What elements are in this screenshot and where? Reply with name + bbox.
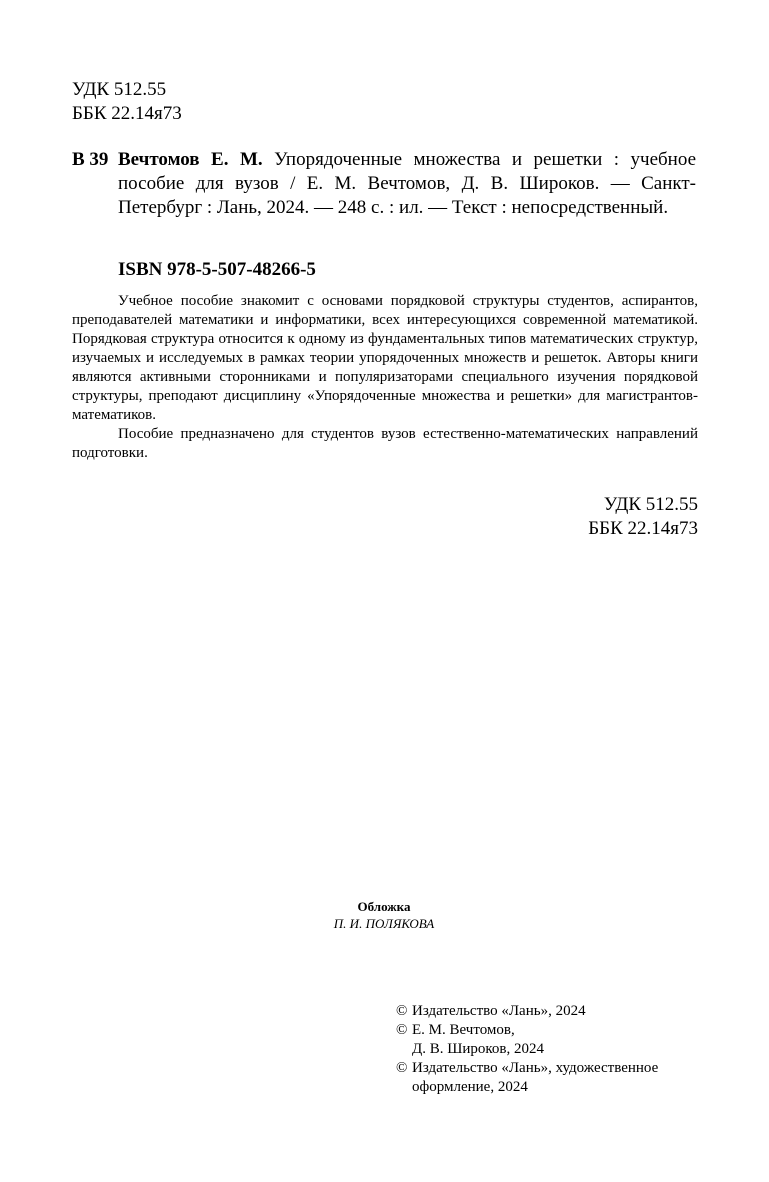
cover-label: Обложка [357,899,411,914]
copyright-text: Е. М. Вечтомов, [412,1022,515,1038]
author-sign: В 39 [72,149,109,170]
bibliographic-description: Упорядоченные множества и решетки : учебное пособие для вузов / Е. М. Вечтомов, Д. В. Широков. — Санкт-Петербург : Лань, 2024. — 248 с. : ил. — Текст : непосредственный. [118,149,696,218]
udk-bbk-classification [500,493,698,541]
copyright-symbol: © [396,1060,408,1076]
copyright-block [396,1002,658,1097]
abstract [72,292,698,463]
copyright-text: Издательство «Лань», 2024 [412,1003,586,1019]
bibliographic-record [118,148,696,220]
abstract-paragraph-1: Учебное пособие знакомит с основами порядковой структуры студентов, аспирантов, преподавателей математики и информатики, всех интересующихся современной математикой. Порядковая структура относится к одному из фундаментальных типов математических структур, изучаемых и исследуемых в рамках теории упорядоченных множеств и решеток. Авторы книги являются активными сторонниками и популяризаторами специального изучения порядковой структуры, преподают дисциплину «Упорядоченные множества и решетки» для магистрантов-математиков. [72,293,698,423]
cover-credit [284,898,484,932]
isbn: ISBN 978-5-507-48266-5 [118,259,316,280]
udk-bbk-header [72,78,182,126]
copyright-line [396,1059,658,1078]
author-name: Вечтомов Е. М. [118,149,263,170]
copyright-line [396,1002,658,1021]
cover-designer: П. И. ПОЛЯКОВА [333,916,435,931]
copyright-text: Издательство «Лань», художественное [412,1060,659,1076]
copyright-text-continued: Д. В. Широков, 2024 [412,1041,545,1057]
udk-code: УДК 512.55 [603,494,698,515]
bbk-code: ББК 22.14я73 [588,518,698,539]
copyright-symbol: © [396,1022,408,1038]
copyright-text-continued: оформление, 2024 [412,1079,528,1095]
bbk-code-top: ББК 22.14я73 [72,103,182,124]
udk-code-top: УДК 512.55 [72,79,167,100]
abstract-paragraph-2: Пособие предназначено для студентов вузов естественно-математических направлений подготовки. [72,426,698,461]
copyright-line [396,1021,658,1040]
copyright-symbol: © [396,1003,408,1019]
